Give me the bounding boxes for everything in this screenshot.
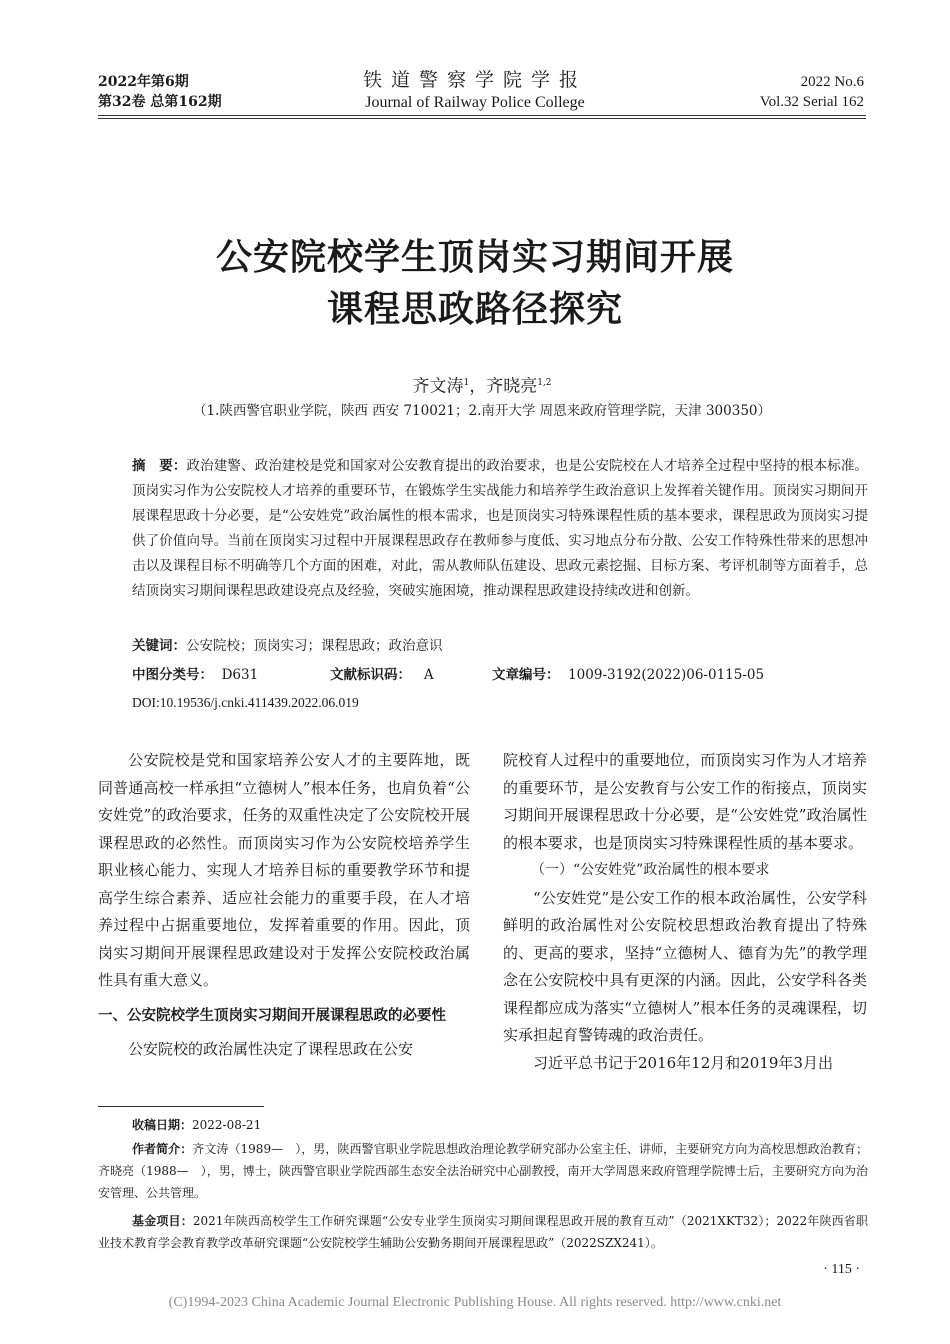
article-number: [492, 664, 764, 686]
author-1: 齐文涛: [412, 376, 464, 397]
keywords-label: 关键词：: [132, 638, 186, 654]
issue-volume-en: Vol.32 Serial 162: [759, 94, 864, 110]
issue-info: [98, 72, 222, 112]
abstract: [132, 454, 868, 604]
abstract-label: 摘 要：: [132, 458, 187, 474]
bio-label: 作者简介：: [132, 1142, 193, 1156]
body-left-column: [98, 747, 470, 1063]
article-number-label: 文章编号：: [492, 667, 560, 683]
author-2: 齐晓亮: [486, 376, 538, 397]
footnote-rule: [98, 1106, 264, 1107]
body-paragraph: 公安院校的政治属性决定了课程思政在公安: [128, 1039, 414, 1058]
received-date: [132, 1114, 868, 1136]
issue-info-en: [760, 72, 864, 112]
doi: DOI:10.19536/j.cnki.411439.2022.06.019: [132, 695, 359, 710]
fund-label: 基金项目：: [132, 1214, 193, 1228]
title-line-2: 课程思政路径探究: [326, 289, 623, 330]
bio-text: 齐文涛（1989— ），男，陕西警官职业学院思想政治理论教学研究部办公室主任、讲师，主要研究方向为高校思想政治教育；齐晓亮（1988— ），男，博士，陕西警官职业学院西部生态安全法治研究中心副教授，南开大学周恩来政府管理学院博士后，主要研究方向为治安管理、公共管理。: [98, 1142, 868, 1200]
keywords: [132, 635, 443, 657]
affiliations: （1.陕西警官职业学院，陕西 西安 710021；2.南开大学 周恩来政府管理学院，天津 300350）: [193, 403, 771, 419]
copyright-notice: (C)1994-2023 China Academic Journal Electronic Publishing House. All rights reserved. http://www.cnki.net: [168, 1295, 782, 1310]
body-paragraph: 习近平总书记于2016年12月和2019年3月出: [533, 1053, 833, 1072]
journal-name: [300, 68, 650, 114]
body-paragraph: “公安姓党”是公安工作的根本政治属性，公安学科鲜明的政治属性对公安院校思想政治教育提出了特殊的、更高的要求，坚持“立德树人、德育为先”的教学理念在公安院校中具有更深的内涵。因此，公安学科各类课程都应成为落实“立德树人”根本任务的灵魂课程，切实承担起育警铸魂的政治责任。: [503, 888, 867, 1044]
journal-name-cn: 铁道警察学院学报: [362, 69, 587, 91]
body-paragraph: 公安院校是党和国家培养公安人才的主要阵地，既同普通高校一样承担“立德树人”根本任务，也肩负着“公安姓党”的政治要求，任务的双重性决定了公安院校开展课程思政的必然性。而顶岗实习作为公安院校培养学生职业核心能力、实现人才培养目标的重要教学环节和提高学生综合素养、适应社会能力的重要手段，在人才培养过程中占据重要地位，发挥着重要的作用。因此，顶岗实习期间开展课程思政建设对于发挥公安院校政治属性具有重大意义。: [98, 751, 470, 989]
title-line-1: 公安院校学生顶岗实习期间开展: [215, 237, 734, 278]
fund-text: 2021年陕西高校学生工作研究课题“公安专业学生顶岗实习期间课程思政开展的教育互动”（2021XKT32）；2022年陕西省职业技术教育学会教育教学改革研究课题“公安院校学生辅助公安勤务期间开展课程思政”（2022SZX241）。: [98, 1214, 868, 1250]
abstract-text: 政治建警、政治建校是党和国家对公安教育提出的政治要求，也是公安院校在人才培养全过程中坚持的根本标准。顶岗实习作为公安院校人才培养的重要环节，在锻炼学生实战能力和培养学生政治意识上发挥着关键作用。顶岗实习期间开展课程思政十分必要，是“公安姓党”政治属性的根本需求，也是顶岗实习特殊课程性质的基本要求，课程思政为顶岗实习提供了价值向导。当前在顶岗实习过程中开展课程思政存在教师参与度低、实习地点分布分散、公安工作特殊性带来的思想冲击以及课程目标不明确等几个方面的困难，对此，需从教师队伍建设、思政元素挖掘、目标方案、考评机制等方面着手，总结顶岗实习期间课程思政建设亮点及经验，突破实施困境，推动课程思政建设持续改进和创新。: [132, 458, 869, 599]
clc-value: D631: [221, 667, 259, 683]
article-title: [80, 232, 870, 336]
clc-label: 中图分类号：: [132, 667, 213, 683]
clc-code: [132, 664, 258, 686]
author-bio: [98, 1138, 868, 1204]
section-heading: 一、公安院校学生顶岗实习期间开展课程思政的必要性: [98, 1007, 446, 1024]
received-label: 收稿日期：: [132, 1118, 193, 1132]
received-value: 2022-08-21: [192, 1118, 262, 1132]
issue-year-number: 2022年第6期: [98, 74, 189, 90]
doc-code: [330, 664, 434, 686]
journal-name-en: Journal of Railway Police College: [365, 94, 585, 111]
issue-no-en: 2022 No.6: [800, 74, 864, 90]
article-number-value: 1009-3192(2022)06-0115-05: [568, 667, 765, 683]
author-separator: ，: [469, 376, 487, 397]
doc-label: 文献标识码：: [330, 667, 411, 683]
page-number: · 115 ·: [823, 1262, 860, 1277]
header-rule-thin: [98, 118, 866, 119]
issue-volume: 第32卷 总第162期: [98, 94, 222, 110]
keywords-text: 公安院校；顶岗实习；课程思政；政治意识: [186, 638, 443, 654]
header-rule: [98, 115, 866, 116]
body-paragraph: 院校育人过程中的重要地位，而顶岗实习作为人才培养的重要环节，是公安教育与公安工作的衔接点，顶岗实习期间开展课程思政十分必要，是“公安姓党”政治属性的根本要求，也是顶岗实习特殊课程性质的基本要求。: [503, 751, 867, 852]
author-1-affil: 1: [463, 378, 470, 388]
author-line: [98, 372, 866, 398]
fund-info: [98, 1210, 868, 1254]
subsection-heading: （一）“公安姓党”政治属性的根本要求: [531, 862, 770, 878]
body-right-column: [503, 747, 867, 1077]
doc-value: A: [423, 667, 434, 683]
author-2-affil: 1,2: [537, 378, 552, 388]
